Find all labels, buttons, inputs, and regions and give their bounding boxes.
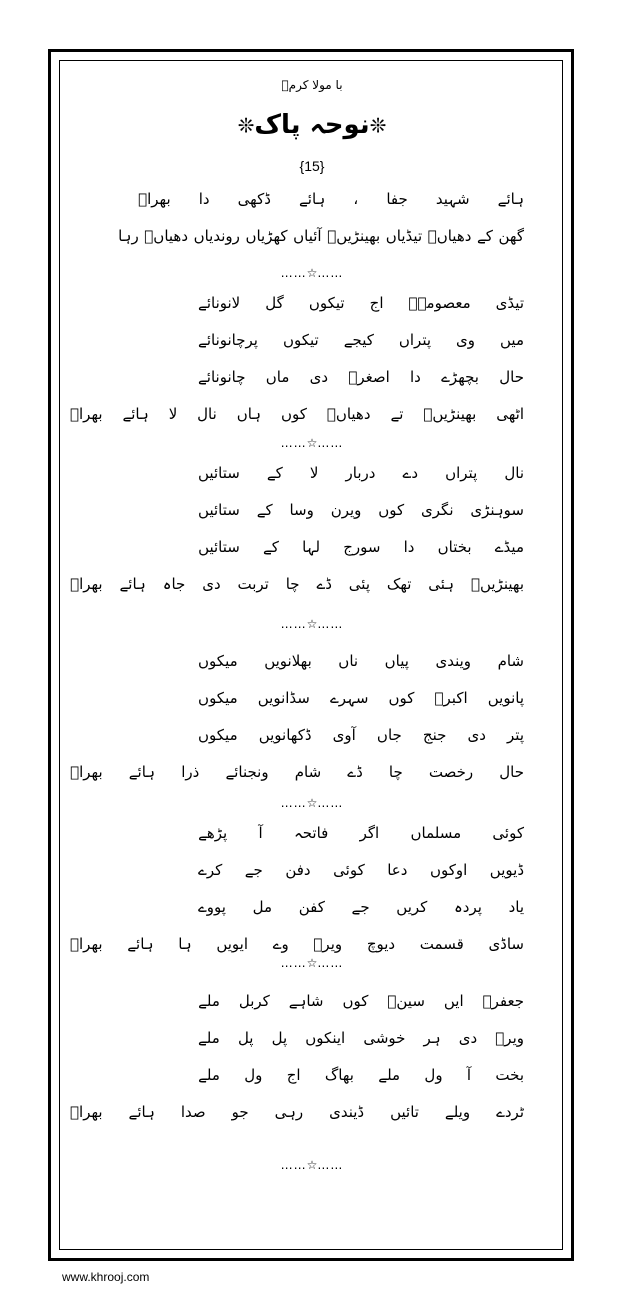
star-icon: ☆ [306,956,318,970]
verse-line: جعفرؑ ایں سینؑ کوں شاہے کربل ملے [198,992,524,1010]
refrain-line: اٹھی بھینڑیںؑ تے دھیاںؑ کوں ہاں نال لا ہائے بھراؑ [70,405,524,423]
intro-line: گھن کے دھیاںؑ تیڈیاں بھینڑیںؑ آئیاں کھڑیاں روندیاں دھیاںؑ رہا [118,227,524,245]
divider-dots: …… [317,796,344,810]
verse-line: پانویں اکبرؑ کوں سہرے سڈانویں میکوں [198,689,524,707]
divider-dots: …… [317,436,344,450]
stanza-divider [0,1158,624,1172]
page-title [0,110,624,141]
divider-dots: …… [280,266,307,280]
intro-line: ہائے شہید جفا ، ہائے ڈکھی دا بھراؑ [138,190,524,208]
verse-line: ڈیویں اوکوں دعا کوئی دفن جے کرے [198,861,524,879]
footer-url[interactable]: www.khrooj.com [62,1270,150,1284]
verse-line: حال بچھڑے دا اصغرؑ دی ماں چانونائے [198,368,524,386]
divider-dots: …… [280,956,307,970]
verse-line: کوئی مسلماں اگر فاتحہ آ پڑھے [198,824,524,842]
divider-dots: …… [280,796,307,810]
title-text: نوحہ پاک [254,110,370,140]
stanza-divider [0,436,624,450]
verse-line: سوہنڑی نگری کوں ویرن وسا کے ستائیں [198,501,524,519]
star-icon: ☆ [306,796,318,810]
divider-dots: …… [317,617,344,631]
refrain-line: بھینڑیںؑ ہئی تھک پئی ڈے چا تربت دی جاہ ہائے بھراؑ [70,575,524,593]
verse-line: تیڈی معصومہؑ اج تیکوں گل لانونائے [198,294,524,312]
verse-line: بخت آ ول ملے بھاگ اج ول ملے [198,1066,524,1084]
stanza-divider [0,956,624,970]
divider-dots: …… [280,1158,307,1172]
noha-number: {15} [299,158,325,174]
star-icon: ☆ [306,617,318,631]
divider-dots: …… [280,617,307,631]
refrain-line: حال رخصت چا ڈے شام ونجنائے ذرا ہائے بھراؑ [70,763,524,781]
verse-line: یاد پردہ کریں جے کفن مل پووے [198,898,524,916]
refrain-line: ساڈی قسمت دیوچ ویرؑ وے ایویں ہا ہائے بھراؑ [70,935,524,953]
star-icon: ☆ [306,1158,318,1172]
star-icon: ☆ [306,266,318,280]
star-icon: ☆ [306,436,318,450]
verse-line: پتر دی جنج جاں آوی ڈکھانویں میکوں [198,726,524,744]
verse-line: میڈے بختاں دا سورج لہا کے ستائیں [198,538,524,556]
ornament-icon: ❊ [237,113,255,138]
divider-dots: …… [280,436,307,450]
divider-dots: …… [317,1158,344,1172]
divider-dots: …… [317,266,344,280]
verse-line: نال پتراں دے دربار لا کے ستائیں [198,464,524,482]
header-invocation: با مولا کرمؑ [281,78,343,92]
stanza-divider [0,617,624,631]
ornament-icon: ❊ [369,113,387,138]
stanza-divider [0,796,624,810]
verse-line: شام ویندی پیاں ناں بھلانویں میکوں [198,652,524,670]
verse-line: میں وی پتراں کیجے تیکوں پرچانونائے [198,331,524,349]
refrain-line: ٹردے ویلے تائیں ڈیندی رہی جو صدا ہائے بھراؑ [70,1103,524,1121]
divider-dots: …… [317,956,344,970]
verse-line: ویرؑ دی ہر خوشی اینکوں پل پل ملے [198,1029,524,1047]
stanza-divider [0,266,624,280]
